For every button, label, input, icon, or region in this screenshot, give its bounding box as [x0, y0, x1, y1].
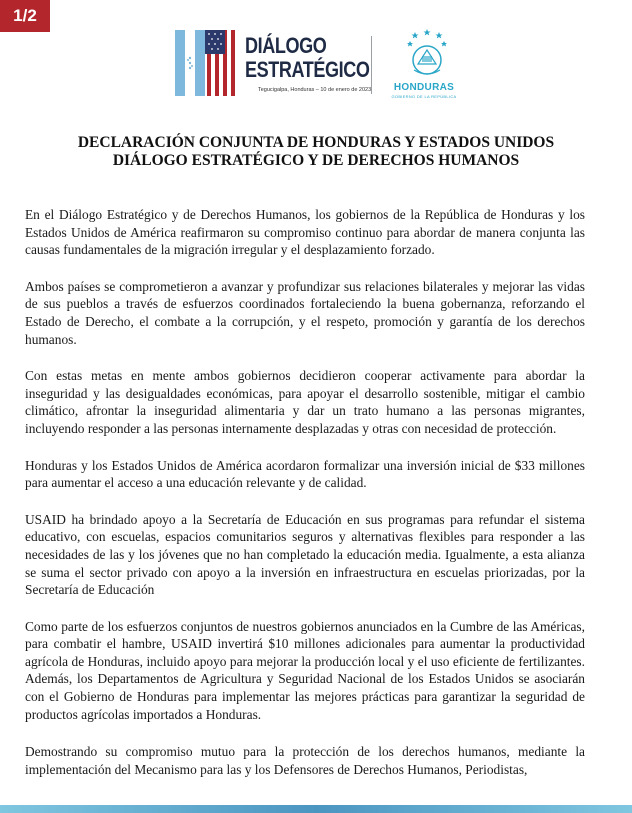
logo-date: Tegucigalpa, Honduras – 10 de enero de 2023 — [258, 87, 372, 93]
header-logos — [0, 26, 632, 106]
paragraph: Con estas metas en mente ambos gobiernos decidieron cooperar activamente para abordar la inseguridad y las desigualdades económicas, para apoyar el desarrollo sostenible, mitigar el cambio climático, afrontar la inseguridad alimentaria y dar un trato humano a las personas migrantes, incluyendo responder a las personas internamente desplazadas y otras con necesidad de protección. — [25, 368, 585, 436]
paragraph: USAID ha brindado apoyo a la Secretaría de Educación en sus programas para refundar el sistema educativo, con escuelas, espacios comunitarios seguros y alternativas flexibles para responder a las necesidades de las y los jóvenes que no han completado la educación media. Igualmente, a esta alianza se suma el sector privado con apoyo a la inversión en infraestructura en escuelas priorizadas, por la Secretaría de Educación — [25, 511, 585, 598]
document-title — [20, 134, 612, 170]
paragraph: Honduras y los Estados Unidos de América acordaron formalizar una inversión inicial de $33 millones para aumentar el acceso a una educación relevante y de calidad. — [25, 457, 585, 491]
title-line1: DECLARACIÓN CONJUNTA DE HONDURAS Y ESTADOS UNIDOS — [77, 134, 555, 151]
paragraph: En el Diálogo Estratégico y de Derechos Humanos, los gobiernos de la República de Honduras y los Estados Unidos de América reafirmaron su compromiso continuo para abordar de manera conjunta las causas fundamentales de la migración irregular y el desplazamiento forzado. — [25, 207, 585, 258]
dialogo-estrategico-logo — [245, 34, 369, 82]
flags-logo-icon — [175, 30, 241, 96]
footer-band — [0, 805, 632, 813]
logo-divider — [371, 36, 372, 94]
page-number-badge: 1/2 — [0, 0, 50, 32]
paragraph: Ambos países se comprometieron a avanzar y profundizar sus relaciones bilaterales y mejorar las vidas de sus pueblos a través de esfuerzos coordinados fortaleciendo la buena gobernanza, reforzando el Estado de Derecho, el combate a la corrupción, y el respeto, promoción y garantía de los derechos humanos. — [25, 278, 585, 347]
logo-line1: DIÁLOGO — [245, 33, 327, 58]
paragraph: Como parte de los esfuerzos conjuntos de nuestros gobiernos anunciados en la Cumbre de las Américas, para combatir el hambre, USAID invertirá $10 millones adicionales para aumentar la productividad agrícola de Honduras, incluido apoyo para mejorar la producción local y el uso eficiente de fertilizantes. Además, los Departamentos de Agricultura y Seguridad Nacional de los Estados Unidos se asociarán con el Gobierno de Honduras para implementar las mejores prácticas para garantizar la seguridad de productos agrícolas importados a Honduras. — [25, 618, 585, 722]
paragraph: Demostrando su compromiso mutuo para la protección de los derechos humanos, mediante la implementación del Mecanismo para las y los Defensores de Derechos Humanos, Periodistas, — [25, 744, 585, 777]
logo-line2: ESTRATÉGICO — [245, 57, 370, 82]
honduras-subtitle: GOBIERNO DE LA REPÚBLICA — [391, 94, 457, 99]
title-line2: DIÁLOGO ESTRATÉGICO Y DE DERECHOS HUMANOS — [112, 152, 520, 169]
document-body — [25, 206, 585, 797]
honduras-wordmark: HONDURAS — [393, 82, 455, 93]
